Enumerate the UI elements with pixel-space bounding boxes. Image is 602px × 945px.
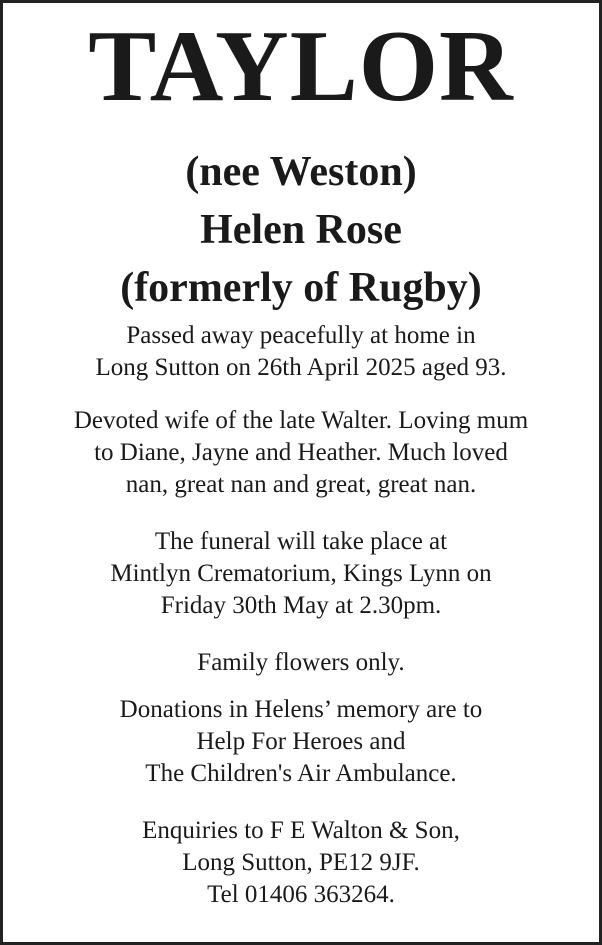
name-block [3, 143, 599, 317]
devoted-line: nan, great nan and great, great nan. [125, 471, 477, 498]
passed-away-line: Long Sutton on 26th April 2025 aged 93. [95, 354, 507, 381]
surname-heading: TAYLOR [88, 10, 514, 123]
flowers-line: Family flowers only. [197, 649, 405, 676]
devoted-line: to Diane, Jayne and Heather. Much loved [94, 439, 508, 466]
donations-line: The Children's Air Ambulance. [145, 760, 457, 787]
maiden-name: (nee Weston) [185, 149, 417, 195]
passed-away-paragraph [3, 320, 599, 384]
flowers-paragraph [3, 647, 599, 679]
donations-paragraph [3, 694, 599, 790]
enquiries-line: Long Sutton, PE12 9JF. [182, 849, 420, 876]
enquiries-paragraph [3, 815, 599, 911]
funeral-line: Friday 30th May at 2.30pm. [160, 592, 442, 619]
given-names: Helen Rose [200, 207, 402, 253]
devoted-line: Devoted wife of the late Walter. Loving mum [73, 407, 529, 434]
funeral-line: The funeral will take place at [154, 528, 448, 555]
donations-line: Help For Heroes and [196, 728, 406, 755]
funeral-paragraph [3, 526, 599, 622]
donations-line: Donations in Helens’ memory are to [119, 696, 483, 723]
passed-away-line: Passed away peacefully at home in [126, 322, 476, 349]
formerly-of: (formerly of Rugby) [120, 265, 482, 311]
funeral-line: Mintlyn Crematorium, Kings Lynn on [110, 560, 492, 587]
enquiries-line: Tel 01406 363264. [207, 881, 395, 908]
enquiries-line: Enquiries to F E Walton & Son, [142, 817, 460, 844]
devoted-paragraph [3, 405, 599, 501]
